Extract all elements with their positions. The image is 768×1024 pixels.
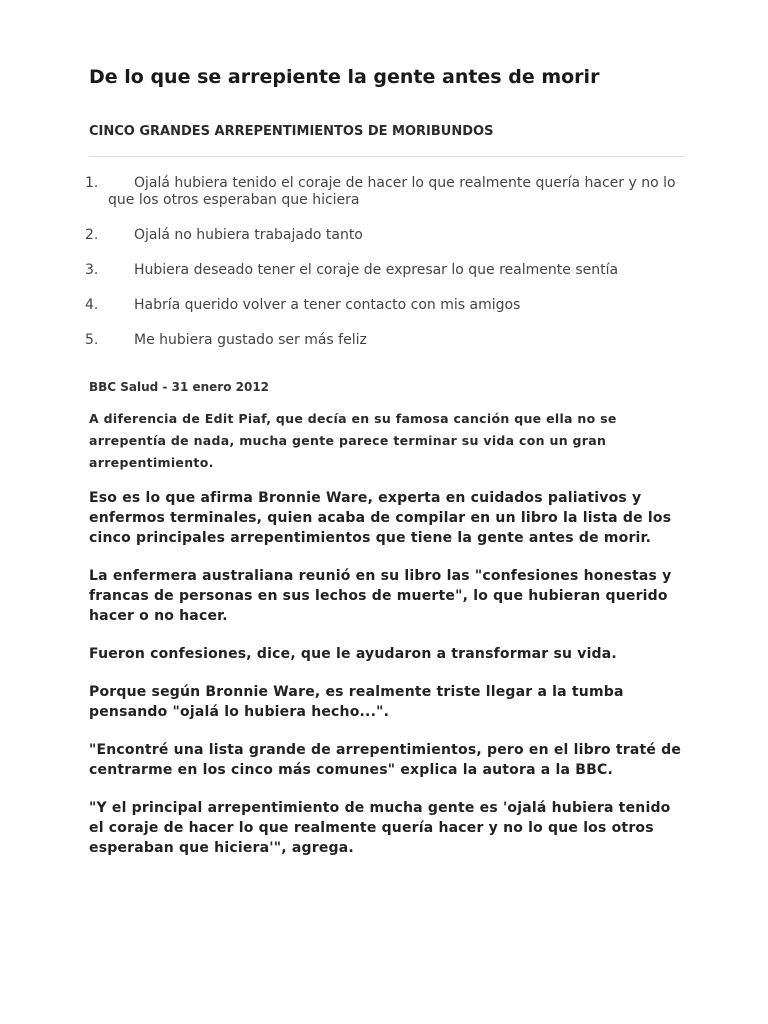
body-paragraph: Porque según Bronnie Ware, es realmente triste llegar a la tumba pensando "ojalá lo hubiera hecho...". xyxy=(89,684,624,720)
list-item-text: Hubiera deseado tener el coraje de expresar lo que realmente sentía xyxy=(134,262,619,278)
list-item-number: 4. xyxy=(85,297,99,313)
body-paragraph: "Y el principal arrepentimiento de mucha gente es 'ojalá hubiera tenido el coraje de hacer lo que realmente quería hacer y no lo que los otros esperaban que hiciera'", agrega. xyxy=(89,800,671,856)
list-item-number: 3. xyxy=(85,262,99,278)
list-item-text: Ojalá no hubiera trabajado tanto xyxy=(134,227,363,243)
lead-paragraph: A diferencia de Edit Piaf, que decía en su famosa canción que ella no se arrepentía de nada, mucha gente parece terminar su vida con un gran arrepentimiento. xyxy=(89,411,617,470)
list-item xyxy=(85,297,689,314)
list-item-number: 5. xyxy=(85,332,99,348)
list-item-text: Habría querido volver a tener contacto con mis amigos xyxy=(134,297,521,313)
page-title: De lo que se arrepiente la gente antes de morir xyxy=(89,66,600,88)
list-item-text: Me hubiera gustado ser más feliz xyxy=(134,332,367,348)
list-item xyxy=(85,175,689,209)
source-line: BBC Salud - 31 enero 2012 xyxy=(89,380,270,394)
body-paragraph: Eso es lo que afirma Bronnie Ware, experta en cuidados paliativos y enfermos terminales, quien acaba de compilar en un libro la lista de los cinco principales arrepentimientos que tiene la gente antes de morir. xyxy=(89,490,672,546)
list-item xyxy=(85,262,689,279)
list-item xyxy=(85,227,689,244)
list-item-number: 2. xyxy=(85,227,99,243)
body-paragraph: "Encontré una lista grande de arrepentimientos, pero en el libro traté de centrarme en los cinco más comunes" explica la autora a la BBC. xyxy=(89,742,682,778)
list-item-number: 1. xyxy=(85,175,99,191)
section-subtitle: CINCO GRANDES ARREPENTIMIENTOS DE MORIBUNDOS xyxy=(89,124,494,139)
body-paragraph: La enfermera australiana reunió en su libro las "confesiones honestas y francas de personas en sus lechos de muerte", lo que hubieran querido hacer o no hacer. xyxy=(89,568,672,624)
list-item xyxy=(85,332,689,349)
list-item-text: Ojalá hubiera tenido el coraje de hacer lo que realmente quería hacer y no lo que los otros esperaban que hiciera xyxy=(108,175,676,208)
article-body xyxy=(89,488,689,876)
body-paragraph: Fueron confesiones, dice, que le ayudaron a transformar su vida. xyxy=(89,646,617,662)
regrets-list xyxy=(85,175,689,367)
divider xyxy=(89,156,685,157)
